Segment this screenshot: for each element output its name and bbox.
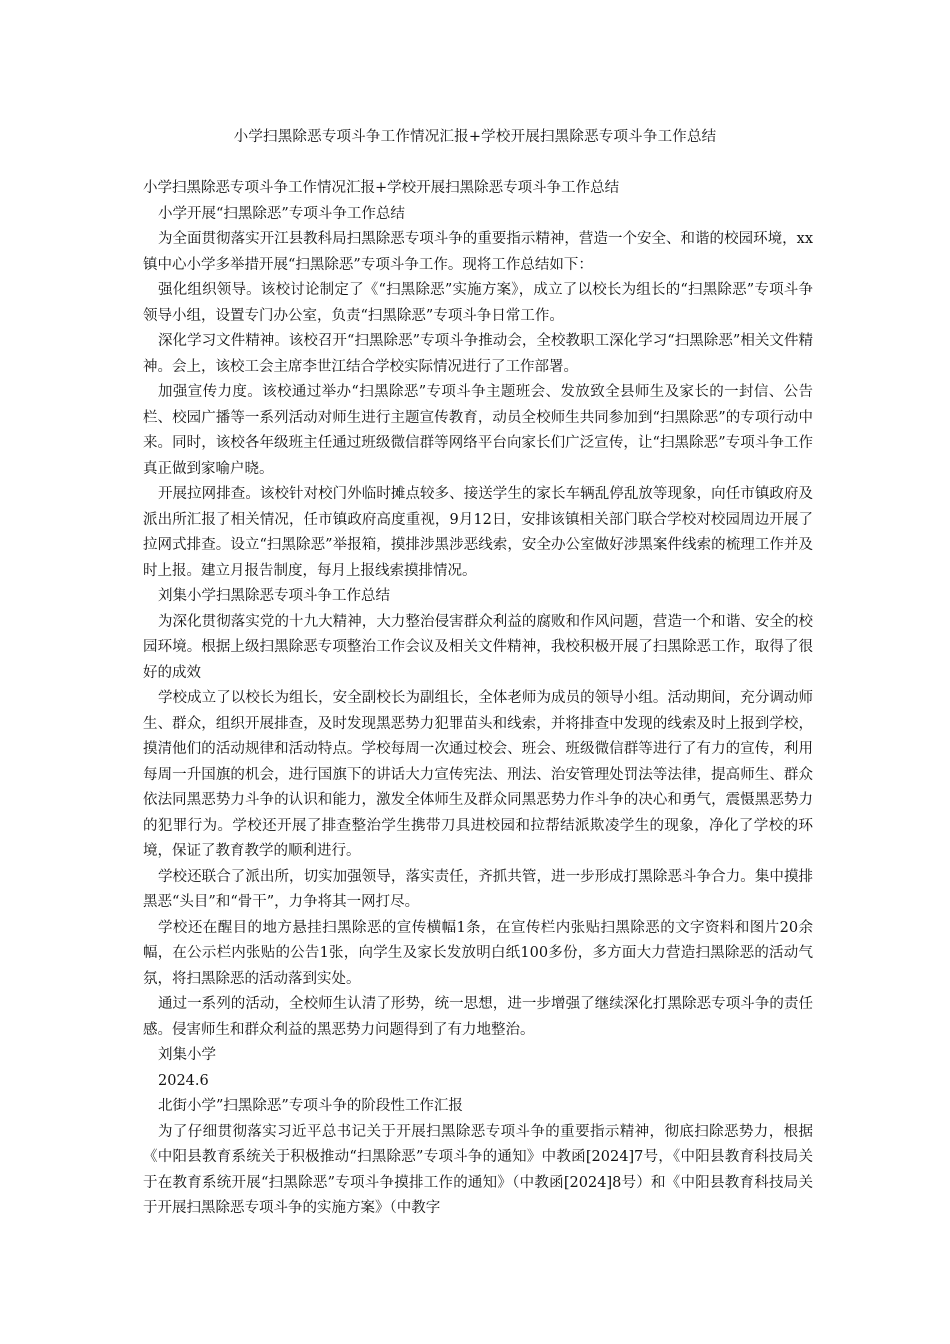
signature-school: 刘集小学 <box>158 1047 216 1063</box>
paragraph: 学校还联合了派出所，切实加强领导，落实责任，齐抓共管，进一步形成打黑除恶斗争合力。集中摸排黑恶“头目”和“骨干”，力争将其一网打尽。 <box>143 868 813 910</box>
paragraph: 通过一系列的活动，全校师生认清了形势，统一思想，进一步增强了继续深化打黑除恶专项斗争的责任感。侵害师生和群众利益的黑恶势力问题得到了有力地整治。 <box>143 996 813 1038</box>
section-title-liuji-school: 刘集小学扫黑除恶专项斗争工作总结 <box>158 588 390 604</box>
paragraph: 开展拉网排查。该校针对校门外临时摊点较多、接送学生的家长车辆乱停乱放等现象，向任市镇政府及派出所汇报了相关情况，任市镇政府高度重视，9月12日，安排该镇相关部门联合学校对校园周边开展了拉网式排查。设立“扫黑除恶”举报箱，摸排涉黑涉恶线索，安全办公室做好涉黑案件线索的梳理工作并及时上报。建立月报告制度，每月上报线索摸排情况。 <box>143 486 813 579</box>
paragraph: 强化组织领导。该校讨论制定了《“扫黑除恶”实施方案》，成立了以校长为组长的“扫黑除恶”专项斗争领导小组，设置专门办公室，负责“扫黑除恶”专项斗争日常工作。 <box>143 282 813 324</box>
paragraph: 为全面贯彻落实开江县教科局扫黑除恶专项斗争的重要指示精神，营造一个安全、和谐的校园环境，xx镇中心小学多举措开展“扫黑除恶”专项斗争工作。现将工作总结如下： <box>143 231 813 273</box>
signature-date: 2024.6 <box>158 1072 209 1089</box>
document-title: 小学扫黑除恶专项斗争工作情况汇报+学校开展扫黑除恶专项斗争工作总结 <box>233 129 717 145</box>
paragraph-heading: 小学扫黑除恶专项斗争工作情况汇报+学校开展扫黑除恶专项斗争工作总结 <box>143 180 620 196</box>
paragraph: 学校还在醒目的地方悬挂扫黑除恶的宣传横幅1条，在宣传栏内张贴扫黑除恶的文字资料和图片20余幅，在公示栏内张贴的公告1张，向学生及家长发放明白纸100多份，多方面大力营造扫黑除恶的活动气氛，将扫黑除恶的活动落到实处。 <box>143 919 813 987</box>
paragraph: 深化学习文件精神。该校召开“扫黑除恶”专项斗争推动会，全校教职工深化学习“扫黑除恶”相关文件精神。会上，该校工会主席李世江结合学校实际情况进行了工作部署。 <box>143 333 813 375</box>
paragraph: 学校成立了以校长为组长，安全副校长为副组长，全体老师为成员的领导小组。活动期间，充分调动师生、群众，组织开展排查，及时发现黑恶势力犯罪苗头和线索，并将排查中发现的线索及时上报到学校，摸清他们的活动规律和活动特点。学校每周一次通过校会、班会、班级微信群等进行了有力的宣传，利用每周一升国旗的机会，进行国旗下的讲话大力宣传宪法、刑法、治安管理处罚法等法律，提高师生、群众依法同黑恶势力斗争的认识和能力，激发全体师生及群众同黑恶势力作斗争的决心和勇气，震慑黑恶势力的犯罪行为。学校还开展了排查整治学生携带刀具进校园和拉帮结派欺凌学生的现象，净化了学校的环境，保证了教育教学的顺利进行。 <box>143 690 813 859</box>
paragraph: 为深化贯彻落实党的十九大精神，大力整治侵害群众利益的腐败和作风问题，营造一个和谐、安全的校园环境。根据上级扫黑除恶专项整治工作会议及相关文件精神，我校积极开展了扫黑除恶工作，取得了很好的成效 <box>143 613 813 681</box>
section-title-beijie-school: 北街小学”扫黑除恶”专项斗争的阶段性工作汇报 <box>158 1098 463 1114</box>
paragraph: 加强宣传力度。该校通过举办“扫黑除恶”专项斗争主题班会、发放致全县师生及家长的一封信、公告栏、校园广播等一系列活动对师生进行主题宣传教育，动员全校师生共同参加到“扫黑除恶”的专项行动中来。同时，该校各年级班主任通过班级微信群等网络平台向家长们广泛宣传，让“扫黑除恶”专项斗争工作真正做到家喻户晓。 <box>143 384 813 477</box>
paragraph: 为了仔细贯彻落实习近平总书记关于开展扫黑除恶专项斗争的重要指示精神，彻底扫除恶势力，根据《中阳县教育系统关于积极推动“扫黑除恶”专项斗争的通知》中教函[2024]7号，《中阳县教育科技局关于在教育系统开展“扫黑除恶”专项斗争摸排工作的通知》（中教函[2024]8号）和《中阳县教育科技局关于开展扫黑除恶专项斗争的实施方案》（中教字 <box>143 1123 813 1216</box>
document-body <box>143 176 813 1222</box>
section-title-xx-school: 小学开展“扫黑除恶”专项斗争工作总结 <box>158 205 405 222</box>
